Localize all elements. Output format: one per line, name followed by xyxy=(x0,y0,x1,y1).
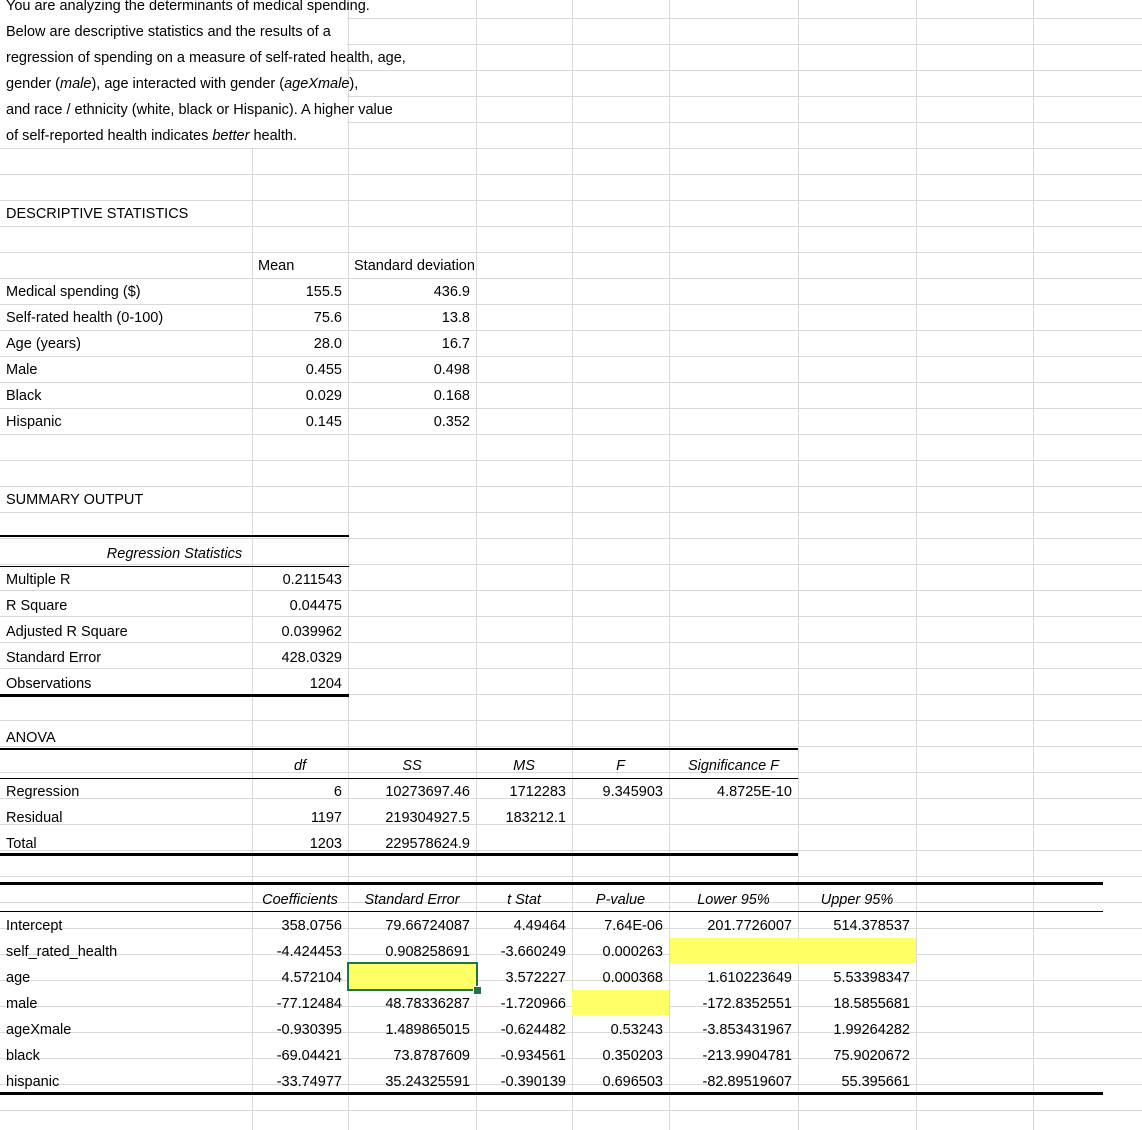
coef-value: 0.696503 xyxy=(602,1074,663,1090)
coef-value: -0.930395 xyxy=(276,1022,342,1038)
desc-row-label: Male xyxy=(6,362,38,378)
coef-value: 0.53243 xyxy=(610,1022,663,1038)
gridline xyxy=(0,252,1142,253)
desc-mean: 155.5 xyxy=(305,284,342,300)
coef-value: 5.53398347 xyxy=(833,970,910,986)
gridline xyxy=(0,408,1142,409)
table-border xyxy=(0,853,798,856)
coef-value: -0.390139 xyxy=(500,1074,566,1090)
coef-value: 358.0756 xyxy=(281,918,342,934)
coef-value: 1.489865015 xyxy=(385,1022,470,1038)
coef-value: 0.000263 xyxy=(602,944,663,960)
coef-value: -0.934561 xyxy=(500,1048,566,1064)
anova-value: 1203 xyxy=(309,836,342,852)
gridline xyxy=(0,642,1142,643)
gridline xyxy=(0,460,1142,461)
coef-value: -33.74977 xyxy=(276,1074,342,1090)
coef-value: 1.99264282 xyxy=(833,1022,910,1038)
anova-header: SS xyxy=(402,758,422,774)
gridline xyxy=(0,876,1142,877)
gridline xyxy=(0,356,1142,357)
desc-mean: 28.0 xyxy=(313,336,342,352)
desc-sd: 0.498 xyxy=(433,362,470,378)
coef-header: Standard Error xyxy=(364,892,460,908)
desc-mean: 0.029 xyxy=(305,388,342,404)
gridline xyxy=(0,538,1142,539)
summary-title: SUMMARY OUTPUT xyxy=(6,492,144,508)
coef-value: 4.49464 xyxy=(513,918,566,934)
coef-header: P-value xyxy=(595,892,646,908)
mean-header: Mean xyxy=(258,258,295,274)
gridline xyxy=(0,434,1142,435)
desc-sd: 0.352 xyxy=(433,414,470,430)
anova-header: MS xyxy=(513,758,535,774)
coef-value: 514.378537 xyxy=(833,918,910,934)
coef-header: Coefficients xyxy=(262,892,338,908)
desc-row-label: Age (years) xyxy=(6,336,81,352)
table-border xyxy=(0,911,1103,912)
anova-value: 219304927.5 xyxy=(385,810,470,826)
gridline xyxy=(0,512,1142,513)
anova-value: 10273697.46 xyxy=(385,784,470,800)
desc-sd: 436.9 xyxy=(433,284,470,300)
anova-title: ANOVA xyxy=(6,730,56,746)
desc-row-label: Black xyxy=(6,388,42,404)
anova-value: 6 xyxy=(333,784,342,800)
reg-stat-value: 0.211543 xyxy=(282,572,342,588)
desc-row-label: Hispanic xyxy=(6,414,62,430)
intro-line: of self-reported health indicates better health. xyxy=(6,128,298,144)
table-border xyxy=(0,1092,1103,1095)
desc-row-label: Self-rated health (0-100) xyxy=(6,310,164,326)
coef-value: -3.660249 xyxy=(500,944,566,960)
coef-value: 4.572104 xyxy=(281,970,342,986)
coef-row-label: hispanic xyxy=(6,1074,60,1090)
coef-row-label: ageXmale xyxy=(6,1022,72,1038)
coef-header: t Stat xyxy=(507,892,541,908)
reg-stat-value: 0.04475 xyxy=(289,598,342,614)
coef-value: -4.424453 xyxy=(276,944,342,960)
descriptive-title: DESCRIPTIVE STATISTICS xyxy=(6,206,189,222)
coef-value: -3.853431967 xyxy=(702,1022,792,1038)
anova-value: 9.345903 xyxy=(602,784,663,800)
anova-row-label: Residual xyxy=(6,810,63,826)
desc-sd: 0.168 xyxy=(433,388,470,404)
reg-stat-label: Adjusted R Square xyxy=(6,624,128,640)
anova-header: df xyxy=(293,758,307,774)
intro-line: and race / ethnicity (white, black or Hispanic). A higher value xyxy=(6,102,393,118)
reg-stats-title: Regression Statistics xyxy=(106,546,243,562)
coef-value: 201.7726007 xyxy=(707,918,792,934)
coef-value: 55.395661 xyxy=(841,1074,910,1090)
gridline xyxy=(916,0,917,1130)
anova-row-label: Total xyxy=(6,836,37,852)
coef-value: 3.572227 xyxy=(505,970,566,986)
coef-row-label: male xyxy=(6,996,38,1012)
gridline xyxy=(1033,0,1034,1130)
reg-stat-value: 1204 xyxy=(309,676,342,692)
anova-value: 229578624.9 xyxy=(385,836,470,852)
table-border xyxy=(0,748,798,750)
intro-line: regression of spending on a measure of self-rated health, age, xyxy=(6,50,406,66)
gridline xyxy=(0,590,1142,591)
coef-value: -69.04421 xyxy=(276,1048,342,1064)
reg-stat-label: Observations xyxy=(6,676,92,692)
coef-value: 1.610223649 xyxy=(707,970,792,986)
anova-row-label: Regression xyxy=(6,784,80,800)
gridline xyxy=(0,1110,1142,1111)
coef-row-label: self_rated_health xyxy=(6,944,118,960)
gridline xyxy=(0,278,1142,279)
reg-stat-label: Multiple R xyxy=(6,572,71,588)
anova-value: 1712283 xyxy=(509,784,566,800)
coef-value: 0.000368 xyxy=(602,970,663,986)
gridline xyxy=(0,720,1142,721)
desc-row-label: Medical spending ($) xyxy=(6,284,141,300)
coef-value xyxy=(348,965,476,991)
coef-value: 0.350203 xyxy=(602,1048,663,1064)
coef-value: 75.9020672 xyxy=(833,1048,910,1064)
coef-row-label: age xyxy=(6,970,31,986)
anova-value: 183212.1 xyxy=(505,810,566,826)
coef-value: -82.89519607 xyxy=(702,1074,792,1090)
desc-sd: 16.7 xyxy=(441,336,470,352)
anova-header: F xyxy=(616,758,625,774)
anova-value: 4.8725E-10 xyxy=(717,784,792,800)
intro-line: Below are descriptive statistics and the results of a xyxy=(6,24,331,40)
gridline xyxy=(0,304,1142,305)
sd-header: Standard deviation xyxy=(354,258,475,274)
coef-value xyxy=(798,939,916,965)
anova-value: 1197 xyxy=(310,810,342,826)
desc-sd: 13.8 xyxy=(441,310,470,326)
intro-line: gender (male), age interacted with gender (ageXmale), xyxy=(6,76,359,92)
anova-value xyxy=(669,805,798,831)
coef-row-label: black xyxy=(6,1048,40,1064)
gridline xyxy=(0,174,1142,175)
coef-value: 0.908258691 xyxy=(385,944,470,960)
reg-stat-label: R Square xyxy=(6,598,68,614)
coef-value xyxy=(572,991,669,1017)
gridline xyxy=(0,382,1142,383)
gridline xyxy=(0,330,1142,331)
gridline xyxy=(0,486,1142,487)
coef-value: 73.8787609 xyxy=(393,1048,470,1064)
coef-value: 48.78336287 xyxy=(385,996,470,1012)
coef-value: -213.9904781 xyxy=(702,1048,792,1064)
gridline xyxy=(0,668,1142,669)
coef-value xyxy=(669,939,798,965)
coef-row-label: Intercept xyxy=(6,918,63,934)
gridline xyxy=(0,746,1142,747)
intro-line: You are analyzing the determinants of medical spending. xyxy=(6,0,370,14)
reg-stat-label: Standard Error xyxy=(6,650,102,666)
table-border xyxy=(0,535,349,537)
coef-value: 35.24325591 xyxy=(385,1074,470,1090)
coef-header: Lower 95% xyxy=(697,892,770,908)
coef-header: Upper 95% xyxy=(820,892,894,908)
coef-value: -172.8352551 xyxy=(702,996,792,1012)
gridline xyxy=(0,616,1142,617)
coef-value: 7.64E-06 xyxy=(604,918,663,934)
anova-value xyxy=(572,805,669,831)
desc-mean: 0.455 xyxy=(305,362,342,378)
table-border xyxy=(0,694,349,697)
desc-mean: 75.6 xyxy=(313,310,342,326)
coef-value: 18.5855681 xyxy=(833,996,910,1012)
coef-value: -0.624482 xyxy=(500,1022,566,1038)
table-border xyxy=(0,882,1103,885)
anova-header: Significance F xyxy=(687,758,780,774)
reg-stat-value: 428.0329 xyxy=(281,650,342,666)
coef-value: -1.720966 xyxy=(500,996,566,1012)
coef-value: -77.12484 xyxy=(276,996,342,1012)
reg-stat-value: 0.039962 xyxy=(281,624,342,640)
coef-value: 79.66724087 xyxy=(385,918,470,934)
desc-mean: 0.145 xyxy=(305,414,342,430)
